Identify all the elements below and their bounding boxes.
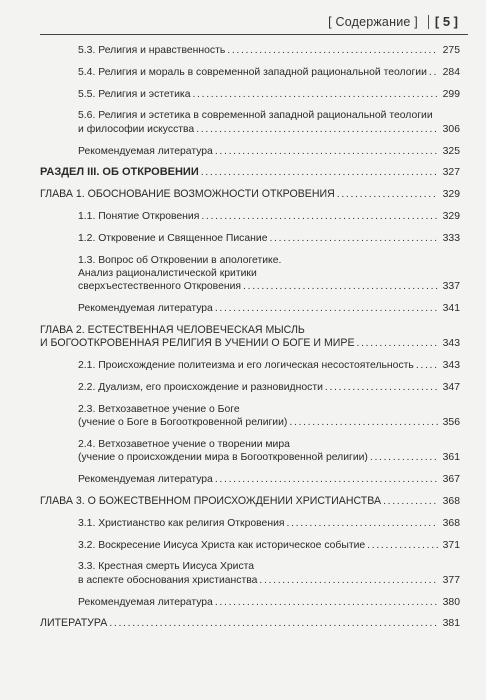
- toc-entry-title: 5.4. Религия и мораль в современной западной рациональной теологии: [78, 66, 427, 78]
- header-title: [ Содержание ]: [328, 14, 418, 29]
- toc-entry: [40, 596, 460, 609]
- toc-page-number: 381: [442, 618, 460, 630]
- toc-page-number: 347: [442, 381, 460, 393]
- toc-entry-title: в аспекте обоснования христианства: [78, 574, 258, 586]
- toc-page-number: 327: [442, 167, 460, 179]
- toc-entry-title: Рекомендуемая литература: [78, 596, 213, 608]
- toc-page-number: 367: [442, 474, 460, 486]
- toc-leader-dots: [337, 188, 438, 201]
- toc-entry-title: (учение о происхождении мира в Богооткровенной религии): [78, 452, 368, 464]
- toc-page-number: 356: [442, 417, 460, 429]
- toc-entry-title: (учение о Боге в Богооткровенной религии): [78, 417, 288, 429]
- toc-entry: [40, 109, 460, 136]
- toc-entry-line: 1.3. Вопрос об Откровении в апологетике.: [78, 254, 282, 266]
- toc-entry: [40, 403, 460, 430]
- toc-leader-dots: [243, 280, 438, 293]
- toc-page-number: 368: [442, 517, 460, 529]
- toc-entry: [40, 324, 460, 351]
- toc-entry-title: РАЗДЕЛ III. ОБ ОТКРОВЕНИИ: [40, 166, 199, 179]
- toc-page-number: 299: [442, 88, 460, 100]
- table-of-contents: [40, 44, 460, 639]
- toc-page-number: 368: [442, 495, 460, 507]
- toc-entry: [40, 473, 460, 486]
- toc-page-number: 275: [442, 45, 460, 56]
- toc-entry-title: сверхъестественного Откровения: [78, 281, 242, 293]
- toc-entry: [40, 232, 460, 245]
- toc-entry: [40, 210, 460, 223]
- toc-leader-dots: [416, 359, 438, 372]
- toc-entry-title: 5.3. Религия и нравственность: [78, 45, 226, 56]
- toc-entry-title: 1.2. Откровение и Священное Писание: [78, 232, 268, 244]
- toc-leader-dots: [287, 517, 439, 530]
- toc-page-number: 325: [442, 145, 460, 157]
- toc-leader-dots: [215, 302, 438, 315]
- toc-leader-dots: [259, 574, 438, 587]
- toc-entry: [40, 188, 460, 201]
- toc-entry-line: ГЛАВА 2. ЕСТЕСТВЕННАЯ ЧЕЛОВЕЧЕСКАЯ МЫСЛЬ: [40, 323, 305, 336]
- toc-entry-line: 5.6. Религия и эстетика в современной западной рациональной теологии: [78, 110, 433, 122]
- toc-entry-line: Анализ рационалистической критики: [78, 267, 257, 279]
- toc-page-number: 343: [442, 338, 460, 350]
- toc-page-number: 329: [442, 189, 460, 201]
- toc-entry-title: и философии искусства: [78, 123, 195, 135]
- toc-leader-dots: [269, 232, 438, 245]
- toc-leader-dots: [215, 473, 438, 486]
- toc-leader-dots: [367, 539, 438, 552]
- toc-entry: [40, 254, 460, 294]
- toc-leader-dots: [383, 495, 438, 508]
- toc-leader-dots: [201, 210, 438, 223]
- toc-page-number: 371: [442, 539, 460, 551]
- toc-entry: [40, 166, 460, 179]
- toc-leader-dots: [215, 596, 438, 609]
- toc-entry-title: Рекомендуемая литература: [78, 303, 213, 315]
- toc-page-number: 306: [442, 123, 460, 135]
- toc-page-number: 343: [442, 360, 460, 372]
- toc-entry-line: 2.3. Ветхозаветное учение о Боге: [78, 403, 240, 415]
- toc-leader-dots: [357, 337, 438, 350]
- toc-leader-dots: [109, 617, 438, 630]
- toc-entry-title: 5.5. Религия и эстетика: [78, 88, 191, 100]
- toc-entry: [40, 617, 460, 630]
- toc-entry: [40, 88, 460, 101]
- toc-leader-dots: [215, 145, 438, 158]
- toc-entry: [40, 560, 460, 587]
- toc-entry: [40, 145, 460, 158]
- header-separator: [428, 15, 429, 29]
- toc-page-number: 341: [442, 303, 460, 315]
- toc-entry-title: 3.1. Христианство как религия Откровения: [78, 517, 285, 529]
- toc-entry: [40, 66, 460, 79]
- toc-entry: [40, 359, 460, 372]
- toc-entry: [40, 302, 460, 315]
- toc-leader-dots: [370, 451, 438, 464]
- toc-entry: [40, 438, 460, 465]
- header-page-number: [ 5 ]: [434, 14, 458, 29]
- toc-entry-line: 3.3. Крестная смерть Иисуса Христа: [78, 561, 255, 573]
- toc-leader-dots: [227, 44, 438, 57]
- toc-leader-dots: [429, 66, 438, 79]
- header-rule: [40, 34, 468, 35]
- toc-entry: [40, 44, 460, 57]
- toc-page-number: 377: [442, 574, 460, 586]
- toc-leader-dots: [325, 381, 438, 394]
- toc-page-number: 284: [442, 66, 460, 78]
- toc-entry-title: 1.1. Понятие Откровения: [78, 210, 200, 222]
- toc-entry: [40, 517, 460, 530]
- running-header: [328, 14, 458, 29]
- toc-entry-line: 2.4. Ветхозаветное учение о творении мира: [78, 438, 290, 450]
- toc-leader-dots: [289, 416, 438, 429]
- toc-page-number: 361: [442, 452, 460, 464]
- toc-page-number: 380: [442, 596, 460, 608]
- toc-entry-title: 2.1. Происхождение политеизма и его логическая несостоятельность: [78, 360, 414, 372]
- toc-entry-title: ГЛАВА 3. О БОЖЕСТВЕННОМ ПРОИСХОЖДЕНИИ ХРИСТИАНСТВА: [40, 494, 382, 507]
- toc-leader-dots: [192, 88, 438, 101]
- toc-entry-title: Рекомендуемая литература: [78, 145, 213, 157]
- toc-entry-title: И БОГООТКРОВЕННАЯ РЕЛИГИЯ В УЧЕНИИ О БОГЕ И МИРЕ: [40, 337, 355, 350]
- toc-entry-title: ЛИТЕРАТУРА: [40, 617, 108, 630]
- toc-leader-dots: [201, 166, 438, 179]
- toc-entry-title: 2.2. Дуализм, его происхождение и разновидности: [78, 381, 323, 393]
- toc-leader-dots: [196, 123, 438, 136]
- toc-entry: [40, 495, 460, 508]
- toc-entry: [40, 539, 460, 552]
- toc-page-number: 337: [442, 281, 460, 293]
- toc-page-number: 329: [442, 210, 460, 222]
- toc-entry-title: ГЛАВА 1. ОБОСНОВАНИЕ ВОЗМОЖНОСТИ ОТКРОВЕНИЯ: [40, 188, 335, 201]
- toc-entry-title: 3.2. Воскресение Иисуса Христа как историческое событие: [78, 539, 366, 551]
- toc-entry-title: Рекомендуемая литература: [78, 474, 213, 486]
- toc-entry: [40, 381, 460, 394]
- toc-page-number: 333: [442, 232, 460, 244]
